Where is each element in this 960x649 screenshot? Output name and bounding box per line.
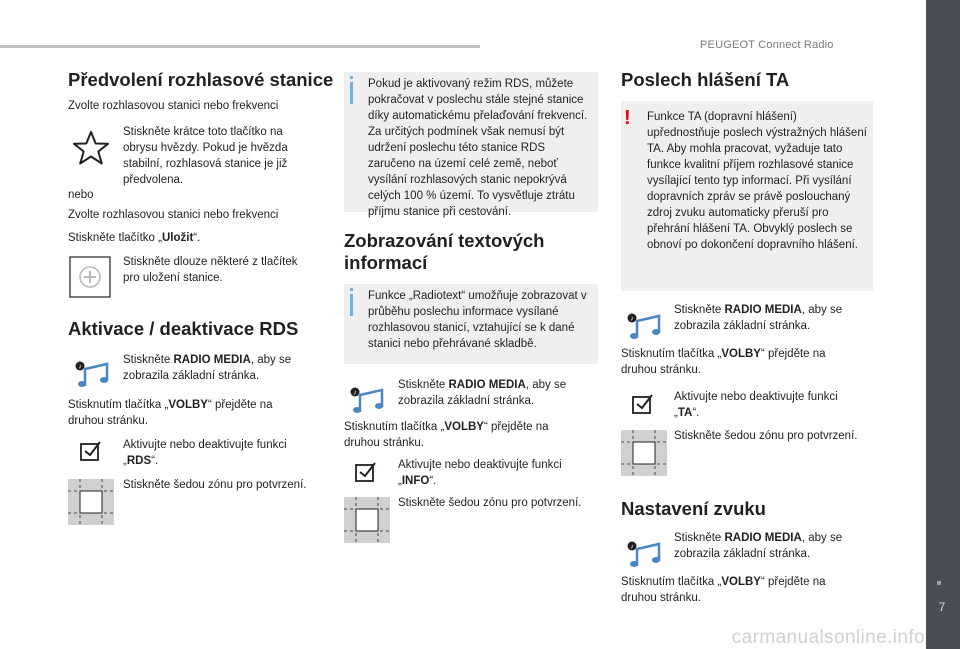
svg-text:♪: ♪ [630,543,634,551]
radio-media-instruction: Stiskněte RADIO MEDIA, aby se zobrazila základní stránka. [674,532,843,560]
page-number: 7 [938,600,946,614]
watermark: carmanualsonline.info [731,627,925,648]
radio-media-instruction: Stiskněte RADIO MEDIA, aby se zobrazila základní stránka. [398,379,567,407]
section-title-preset: Předvolení rozhlasové stanice [68,69,334,90]
radio-media-instruction: Stiskněte RADIO MEDIA, aby se zobrazila základní stránka. [674,304,843,332]
checkbox-icon [355,461,377,483]
grid-instruction: Stiskněte šedou zónu pro potvrzení. [398,497,582,509]
music-note-icon [75,355,109,387]
star-instruction: Stiskněte krátce toto tlačítko na obrysu hvězdy. Pokud je hvězda stabilní, rozhlasová stanice je již předvolena. [123,126,288,186]
grid-instruction: Stiskněte šedou zónu pro potvrzení. [674,430,858,442]
svg-text:♪: ♪ [630,315,634,323]
checkbox-instruction: Aktivujte nebo deaktivujte funkci „RDS“. [123,439,287,467]
paragraph: Zvolte rozhlasovou stanici nebo frekvenci [68,100,279,112]
info-box-radiotext [344,284,598,364]
info-icon [350,76,353,79]
plus-instruction: Stiskněte dlouze některé z tlačítek pro uložení stanice. [123,256,298,284]
grid-zone-icon [68,479,114,525]
paragraph: Stiskněte tlačítko „Uložit“. [68,232,201,244]
plus-icon [69,256,111,298]
section-title-sound: Nastavení zvuku [621,498,766,519]
paragraph: Stisknutím tlačítka „VOLBY“ přejděte na druhou stránku. [621,576,826,604]
checkbox-instruction: Aktivujte nebo deaktivujte funkci „TA“. [674,391,838,419]
grid-zone-icon [344,497,390,543]
checkbox-icon [80,440,102,462]
grid-zone-icon [621,430,667,476]
info-box-rds [344,72,598,218]
header-rule [0,45,480,48]
paragraph: Stisknutím tlačítka „VOLBY“ přejděte na druhou stránku. [68,399,273,427]
music-note-icon [627,307,661,339]
paragraph: Zvolte rozhlasovou stanici nebo frekvenci [68,209,279,221]
radio-media-instruction: Stiskněte RADIO MEDIA, aby se zobrazila základní stránka. [123,354,292,382]
grid-instruction: Stiskněte šedou zónu pro potvrzení. [123,479,307,491]
paragraph: Stisknutím tlačítka „VOLBY“ přejděte na druhou stránku. [621,348,826,376]
svg-text:♪: ♪ [78,363,82,371]
page-sidebar [926,0,960,649]
section-title-ta: Poslech hlášení TA [621,69,790,90]
warning-box-ta [621,101,873,291]
checkbox-instruction: Aktivujte nebo deaktivujte funkci „INFO“. [398,459,562,487]
or-text: nebo [68,189,94,201]
paragraph: Stisknutím tlačítka „VOLBY“ přejděte na druhou stránku. [344,421,549,449]
page-marker [937,581,941,585]
section-title-rds: Aktivace / deaktivace RDS [68,318,299,339]
info-icon [350,288,353,291]
info-text: Funkce „Radiotext“ umožňuje zobrazovat v průběhu poslechu informace vysílané rozhlasovou stanicí, vztahující se k dané stanici nebo přehrávané skladbě. [368,290,587,350]
info-text: Pokud je aktivovaný režim RDS, můžete pokračovat v poslechu stále stejné stanice díky automatickému přelaďování frekvencí. Za určitých podmínek však nemusí být udržení poslechu této stanice RDS zaručeno na území celé země, neboť vysílání rozhlasových stanic nepokrývá celých 100 % území. To vysvětluje ztrátu příjmu stanice při cestování. [368,78,588,218]
header-title: PEUGEOT Connect Radio [700,39,834,51]
warning-text: Funkce TA (dopravní hlášení) upřednostňuje poslech výstražných hlášení TA. Aby mohla pracovat, vyžaduje tato funkce kvalitní příjem rozhlasové stanice vysílající tento typ informací. Při vysílání dopravních zpráv se právě poslouchaný zdroj zvuku automaticky přeruší pro přehrání hlášení TA. Obvyklý poslech se obnoví po dokončení dopravního hlášení. [647,111,867,251]
star-icon [72,130,110,166]
warning-icon: ! [624,107,631,129]
section-title-text-info: Zobrazování textových informací [344,230,545,273]
checkbox-icon [632,393,654,415]
svg-text:♪: ♪ [353,389,357,397]
music-note-icon [627,535,661,567]
music-note-icon [350,381,384,413]
